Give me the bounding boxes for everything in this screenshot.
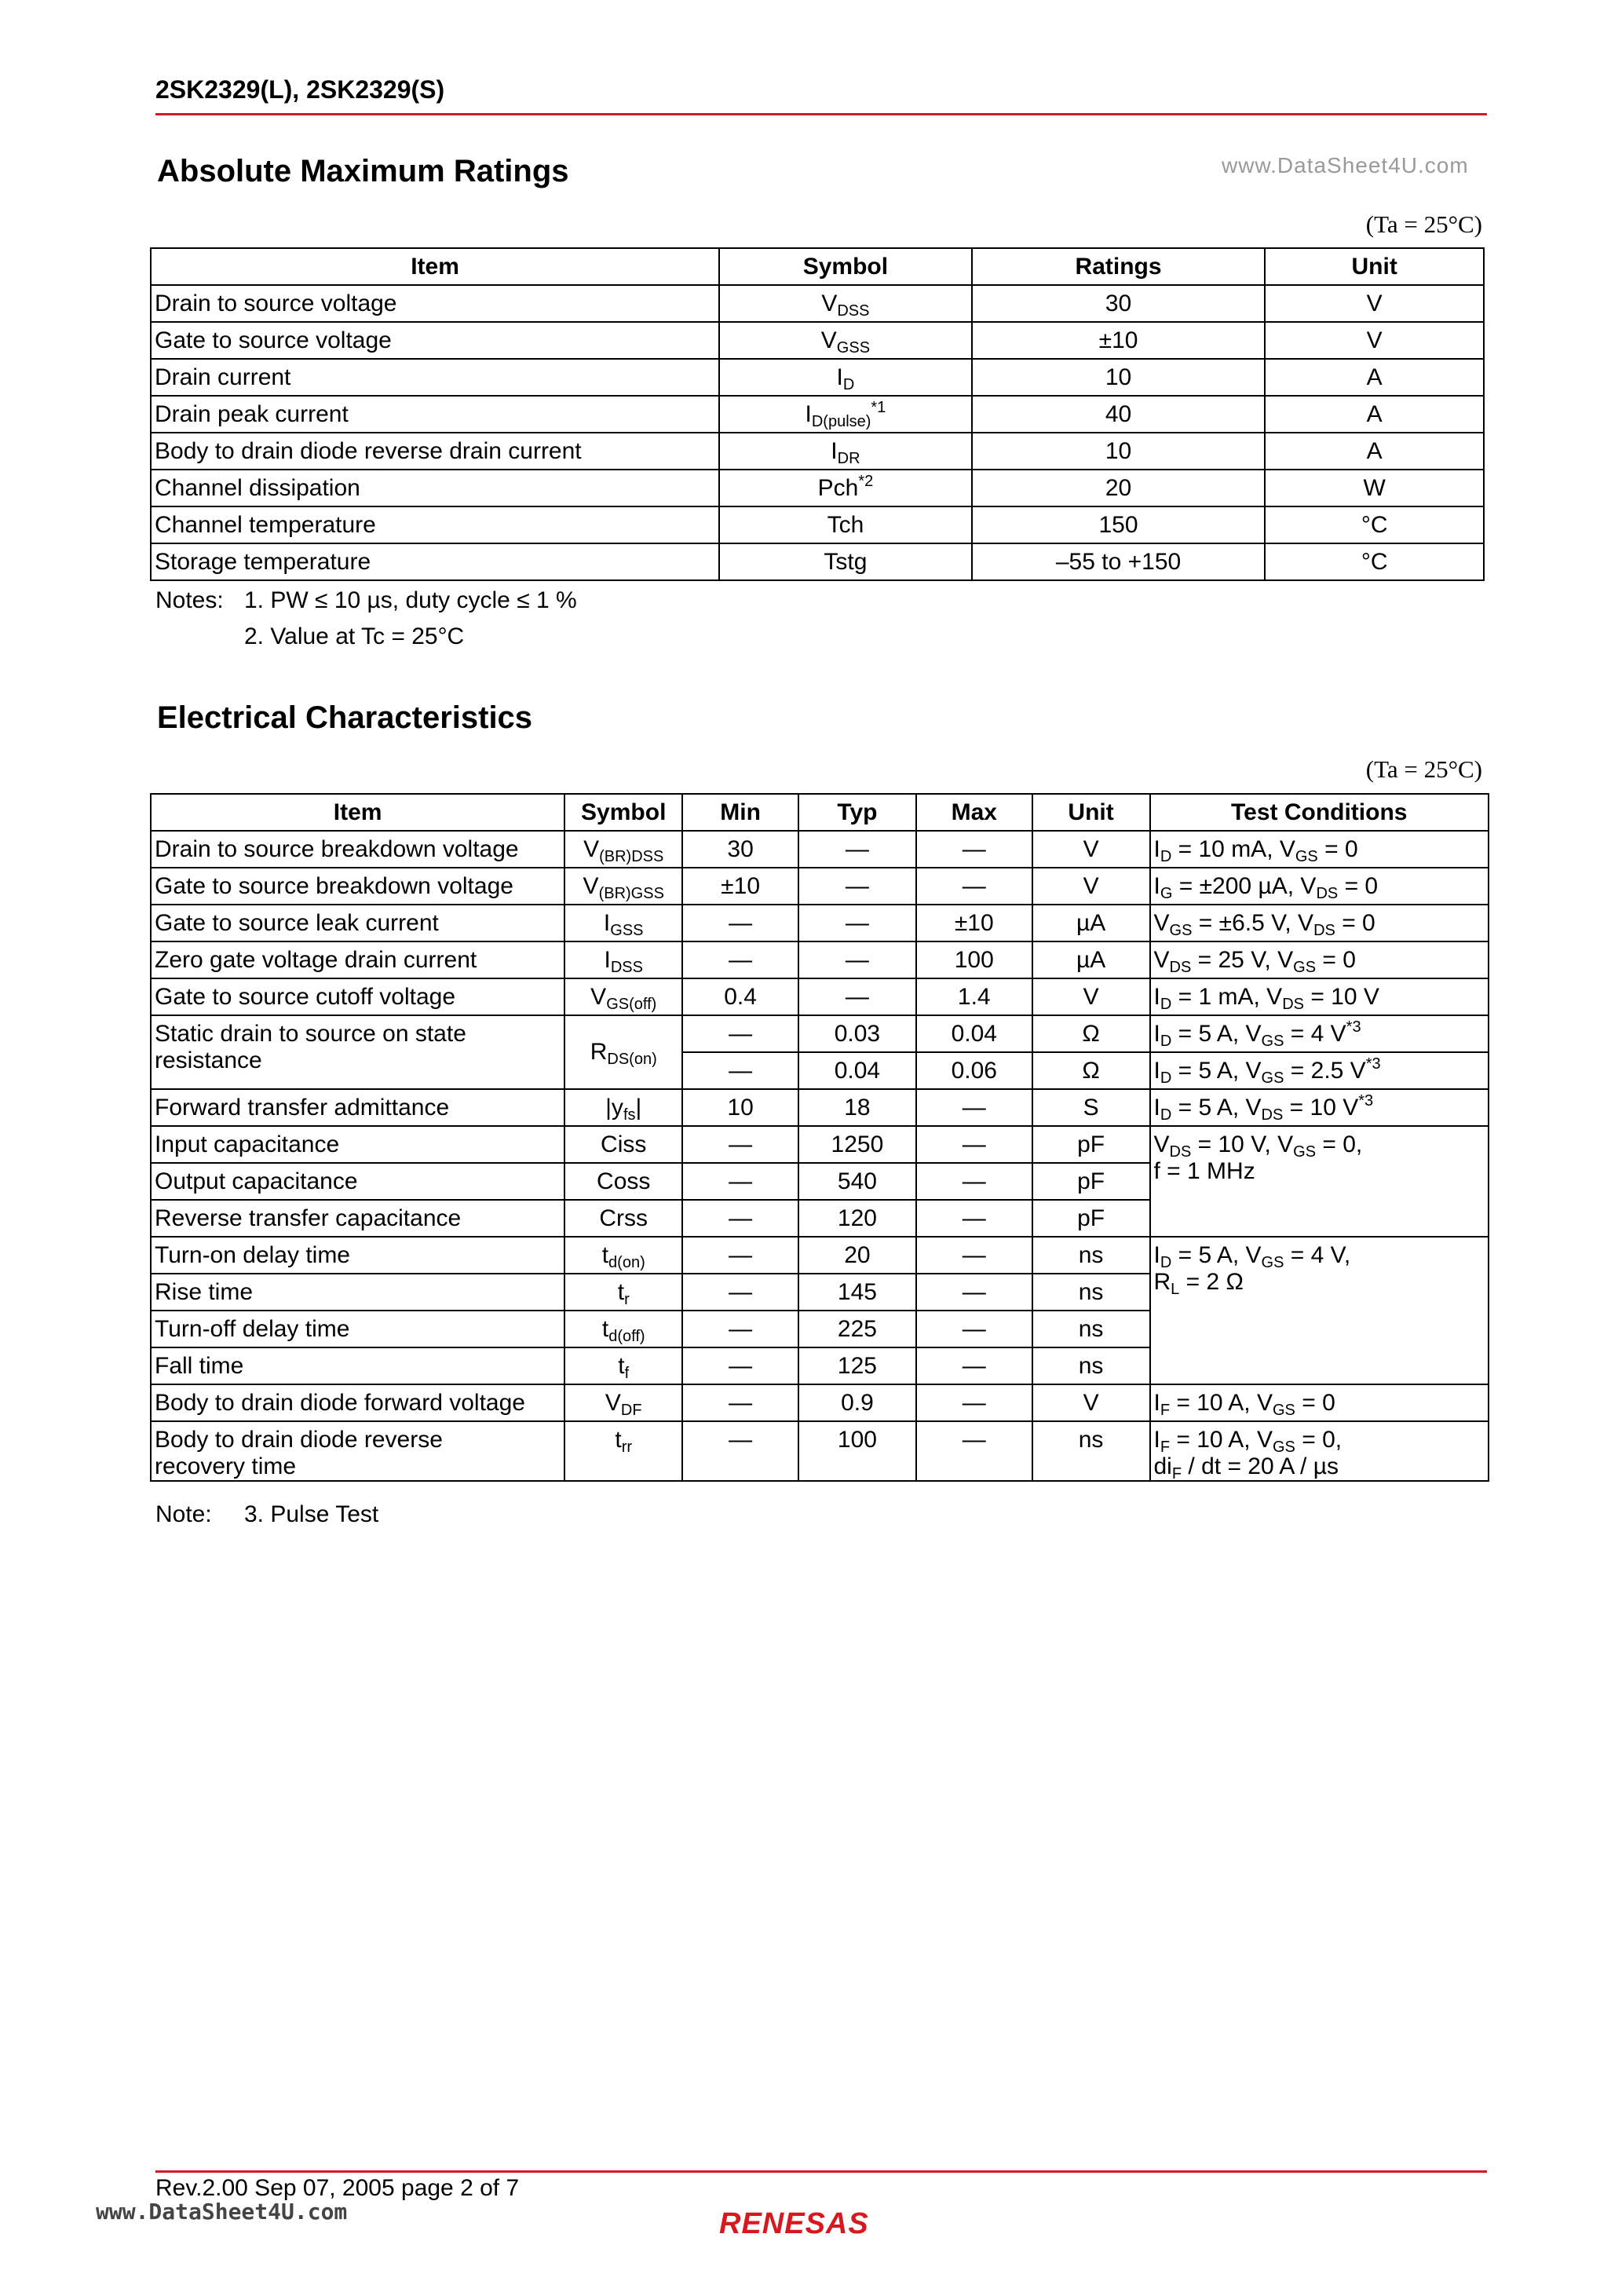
conditions-cell: $V_{DS} = 25$ V, $V_{GS} = 0$ xyxy=(1150,941,1489,978)
unit-cell: V xyxy=(1265,322,1484,359)
elec-table xyxy=(150,793,1489,1482)
symbol-cell: $t_{rr}$ xyxy=(564,1421,682,1481)
max-cell: 0.06 xyxy=(916,1052,1032,1089)
unit-cell: V xyxy=(1032,978,1150,1015)
min-cell: — xyxy=(682,941,798,978)
symbol-cell: $t_r$ xyxy=(564,1274,682,1311)
col-typ: Typ xyxy=(798,794,916,831)
item-cell: Turn-off delay time xyxy=(151,1311,564,1347)
min-cell: 30 xyxy=(682,831,798,868)
min-cell: 10 xyxy=(682,1089,798,1126)
col-max: Max xyxy=(916,794,1032,831)
footer-revision: Rev.2.00 Sep 07, 2005 page 2 of 7 xyxy=(155,2175,520,2201)
unit-cell: °C xyxy=(1265,506,1484,543)
table-row xyxy=(151,285,1484,322)
col-item: Item xyxy=(151,794,564,831)
symbol-cell: $I_{GSS}$ xyxy=(564,905,682,941)
symbol-cell: Coss xyxy=(564,1163,682,1200)
conditions-cell: $V_{DS} = 10$ V, $V_{GS} = 0$, f = 1 MHz xyxy=(1150,1126,1489,1237)
item-cell: Gate to source voltage xyxy=(151,322,719,359)
item-cell: Gate to source leak current xyxy=(151,905,564,941)
table-row xyxy=(151,543,1484,580)
table-row xyxy=(151,941,1489,978)
typ-cell: — xyxy=(798,978,916,1015)
max-cell: — xyxy=(916,1311,1032,1347)
unit-cell: ns xyxy=(1032,1311,1150,1347)
min-cell: 0.4 xyxy=(682,978,798,1015)
symbol-cell: $R_{DS(on)}$ xyxy=(564,1015,682,1089)
symbol-cell: Pch$^{*2}$ xyxy=(719,470,972,506)
symbol-cell: $V_{GS(off)}$ xyxy=(564,978,682,1015)
watermark-top: www.DataSheet4U.com xyxy=(1222,153,1469,177)
abs-notes xyxy=(155,587,224,614)
table-row xyxy=(151,1237,1489,1274)
table-row xyxy=(151,1421,1489,1481)
table-row xyxy=(151,322,1484,359)
max-cell: — xyxy=(916,1089,1032,1126)
symbol-cell: $|y_{fs}|$ xyxy=(564,1089,682,1126)
table-row xyxy=(151,978,1489,1015)
symbol-cell: $t_f$ xyxy=(564,1347,682,1384)
unit-cell: W xyxy=(1265,470,1484,506)
typ-cell: 0.03 xyxy=(798,1015,916,1052)
symbol-cell: $I_D$ xyxy=(719,359,972,396)
min-cell: — xyxy=(682,1384,798,1421)
renesas-logo xyxy=(719,2205,923,2243)
typ-cell: — xyxy=(798,868,916,905)
col-item: Item xyxy=(151,248,719,285)
table-row xyxy=(151,1089,1489,1126)
footer-rule xyxy=(155,2170,1487,2173)
typ-cell: 100 xyxy=(798,1421,916,1481)
rating-cell: –55 to +150 xyxy=(972,543,1266,580)
conditions-cell: $I_D = 10$ mA, $V_{GS} = 0$ xyxy=(1150,831,1489,868)
col-ratings: Ratings xyxy=(972,248,1266,285)
symbol-cell: $I_{DSS}$ xyxy=(564,941,682,978)
max-cell: 100 xyxy=(916,941,1032,978)
abs-note-2: 2. Value at Tc = 25°C xyxy=(244,623,465,649)
col-unit: Unit xyxy=(1032,794,1150,831)
unit-cell: A xyxy=(1265,396,1484,433)
unit-cell: S xyxy=(1032,1089,1150,1126)
unit-cell: V xyxy=(1032,1384,1150,1421)
unit-cell: Ω xyxy=(1032,1015,1150,1052)
unit-cell: V xyxy=(1032,831,1150,868)
item-cell: Body to drain diode forward voltage xyxy=(151,1384,564,1421)
max-cell: 0.04 xyxy=(916,1015,1032,1052)
abs-max-title: Absolute Maximum Ratings xyxy=(157,154,569,188)
symbol-cell: Ciss xyxy=(564,1126,682,1163)
unit-cell: V xyxy=(1265,285,1484,322)
max-cell: — xyxy=(916,1274,1032,1311)
item-cell: Drain to source voltage xyxy=(151,285,719,322)
abs-max-condition: (Ta = 25°C) xyxy=(1365,210,1482,238)
min-cell: — xyxy=(682,1126,798,1163)
min-cell: — xyxy=(682,1200,798,1237)
min-cell: — xyxy=(682,1015,798,1052)
max-cell: — xyxy=(916,1237,1032,1274)
item-cell: Body to drain diode reverse drain current xyxy=(151,433,719,470)
item-cell: Output capacitance xyxy=(151,1163,564,1200)
rating-cell: ±10 xyxy=(972,322,1266,359)
typ-cell: — xyxy=(798,941,916,978)
rating-cell: 10 xyxy=(972,359,1266,396)
table-header-row xyxy=(151,794,1489,831)
typ-cell: 1250 xyxy=(798,1126,916,1163)
header-rule xyxy=(155,113,1487,115)
conditions-cell: $I_F = 10$ A, $V_{GS} = 0$, $di_F$ / dt = 20 A / µs xyxy=(1150,1421,1489,1481)
unit-cell: µA xyxy=(1032,905,1150,941)
symbol-cell: $t_{d(off)}$ xyxy=(564,1311,682,1347)
conditions-cell: $I_D = 5$ A, $V_{GS} = 4$ V, $R_L = 2$ Ω xyxy=(1150,1237,1489,1384)
unit-cell: A xyxy=(1265,433,1484,470)
symbol-cell: $V_{(BR)DSS}$ xyxy=(564,831,682,868)
rating-cell: 10 xyxy=(972,433,1266,470)
notes-label: Notes: xyxy=(155,587,224,613)
typ-cell: 125 xyxy=(798,1347,916,1384)
item-cell: Zero gate voltage drain current xyxy=(151,941,564,978)
typ-cell: 20 xyxy=(798,1237,916,1274)
item-cell: Gate to source cutoff voltage xyxy=(151,978,564,1015)
max-cell: — xyxy=(916,1163,1032,1200)
conditions-cell: $I_D = 5$ A, $V_{GS} = 2.5$ $V^{*3}$ xyxy=(1150,1052,1489,1089)
col-unit: Unit xyxy=(1265,248,1484,285)
unit-cell: Ω xyxy=(1032,1052,1150,1089)
symbol-cell: $V_{GSS}$ xyxy=(719,322,972,359)
unit-cell: µA xyxy=(1032,941,1150,978)
symbol-cell: Tch xyxy=(719,506,972,543)
table-row xyxy=(151,433,1484,470)
item-cell: Rise time xyxy=(151,1274,564,1311)
symbol-cell: $V_{DF}$ xyxy=(564,1384,682,1421)
min-cell: — xyxy=(682,1347,798,1384)
max-cell: — xyxy=(916,868,1032,905)
min-cell: — xyxy=(682,1311,798,1347)
min-cell: — xyxy=(682,1421,798,1481)
symbol-cell: $I_{DR}$ xyxy=(719,433,972,470)
min-cell: — xyxy=(682,1237,798,1274)
typ-cell: — xyxy=(798,831,916,868)
typ-cell: 18 xyxy=(798,1089,916,1126)
max-cell: — xyxy=(916,1384,1032,1421)
symbol-cell: $V_{(BR)GSS}$ xyxy=(564,868,682,905)
item-cell: Forward transfer admittance xyxy=(151,1089,564,1126)
table-row xyxy=(151,396,1484,433)
item-cell: Input capacitance xyxy=(151,1126,564,1163)
renesas-logo-text: RENESAS xyxy=(719,2207,869,2239)
watermark-bottom: www.DataSheet4U.com xyxy=(96,2199,348,2225)
typ-cell: 225 xyxy=(798,1311,916,1347)
table-header-row xyxy=(151,248,1484,285)
conditions-cell: $I_D = 5$ A, $V_{DS} = 10$ $V^{*3}$ xyxy=(1150,1089,1489,1126)
unit-cell: A xyxy=(1265,359,1484,396)
col-symbol: Symbol xyxy=(719,248,972,285)
table-row xyxy=(151,831,1489,868)
item-cell: Static drain to source on state resistance xyxy=(151,1015,564,1089)
min-cell: — xyxy=(682,905,798,941)
typ-cell: 145 xyxy=(798,1274,916,1311)
item-cell: Body to drain diode reverse recovery time xyxy=(151,1421,564,1481)
col-test-conditions: Test Conditions xyxy=(1150,794,1489,831)
min-cell: — xyxy=(682,1052,798,1089)
table-row xyxy=(151,1015,1489,1052)
item-cell: Turn-on delay time xyxy=(151,1237,564,1274)
min-cell: ±10 xyxy=(682,868,798,905)
col-min: Min xyxy=(682,794,798,831)
symbol-cell: $I_{D(pulse)}^{*1}$ xyxy=(719,396,972,433)
max-cell: — xyxy=(916,1126,1032,1163)
elec-note-label: Note: xyxy=(155,1501,212,1527)
min-cell: — xyxy=(682,1274,798,1311)
max-cell: ±10 xyxy=(916,905,1032,941)
unit-cell: pF xyxy=(1032,1163,1150,1200)
item-cell: Fall time xyxy=(151,1347,564,1384)
typ-cell: 0.9 xyxy=(798,1384,916,1421)
item-cell: Drain current xyxy=(151,359,719,396)
table-row xyxy=(151,1126,1489,1163)
typ-cell: 540 xyxy=(798,1163,916,1200)
typ-cell: 0.04 xyxy=(798,1052,916,1089)
conditions-cell: $I_F = 10$ A, $V_{GS} = 0$ xyxy=(1150,1384,1489,1421)
max-cell: — xyxy=(916,831,1032,868)
table-row xyxy=(151,359,1484,396)
item-cell: Drain to source breakdown voltage xyxy=(151,831,564,868)
typ-cell: — xyxy=(798,905,916,941)
min-cell: — xyxy=(682,1163,798,1200)
max-cell: — xyxy=(916,1200,1032,1237)
symbol-cell: Crss xyxy=(564,1200,682,1237)
unit-cell: pF xyxy=(1032,1126,1150,1163)
col-symbol: Symbol xyxy=(564,794,682,831)
unit-cell: ns xyxy=(1032,1347,1150,1384)
table-row xyxy=(151,868,1489,905)
rating-cell: 150 xyxy=(972,506,1266,543)
unit-cell: pF xyxy=(1032,1200,1150,1237)
max-cell: 1.4 xyxy=(916,978,1032,1015)
elec-note: 3. Pulse Test xyxy=(244,1501,379,1527)
symbol-cell: $t_{d(on)}$ xyxy=(564,1237,682,1274)
table-row xyxy=(151,470,1484,506)
conditions-cell: $I_G = \pm 200$ µA, $V_{DS} = 0$ xyxy=(1150,868,1489,905)
unit-cell: °C xyxy=(1265,543,1484,580)
item-cell: Drain peak current xyxy=(151,396,719,433)
symbol-cell: $V_{DSS}$ xyxy=(719,285,972,322)
typ-cell: 120 xyxy=(798,1200,916,1237)
abs-note-1: 1. PW ≤ 10 µs, duty cycle ≤ 1 % xyxy=(244,587,577,613)
conditions-cell: $I_D = 1$ mA, $V_{DS} = 10$ V xyxy=(1150,978,1489,1015)
conditions-cell: $I_D = 5$ A, $V_{GS} = 4$ $V^{*3}$ xyxy=(1150,1015,1489,1052)
table-row xyxy=(151,905,1489,941)
rating-cell: 20 xyxy=(972,470,1266,506)
conditions-cell: $V_{GS} = \pm 6.5$ V, $V_{DS} = 0$ xyxy=(1150,905,1489,941)
item-cell: Channel dissipation xyxy=(151,470,719,506)
max-cell: — xyxy=(916,1421,1032,1481)
table-row xyxy=(151,506,1484,543)
item-cell: Reverse transfer capacitance xyxy=(151,1200,564,1237)
unit-cell: V xyxy=(1032,868,1150,905)
unit-cell: ns xyxy=(1032,1237,1150,1274)
max-cell: — xyxy=(916,1347,1032,1384)
elec-condition: (Ta = 25°C) xyxy=(1365,755,1482,783)
item-cell: Storage temperature xyxy=(151,543,719,580)
unit-cell: ns xyxy=(1032,1274,1150,1311)
item-cell: Gate to source breakdown voltage xyxy=(151,868,564,905)
abs-max-table xyxy=(150,247,1485,581)
unit-cell: ns xyxy=(1032,1421,1150,1481)
rating-cell: 30 xyxy=(972,285,1266,322)
rating-cell: 40 xyxy=(972,396,1266,433)
item-cell: Channel temperature xyxy=(151,506,719,543)
symbol-cell: Tstg xyxy=(719,543,972,580)
part-number-header: 2SK2329(L), 2SK2329(S) xyxy=(155,75,445,104)
elec-title: Electrical Characteristics xyxy=(157,700,533,735)
table-row xyxy=(151,1384,1489,1421)
